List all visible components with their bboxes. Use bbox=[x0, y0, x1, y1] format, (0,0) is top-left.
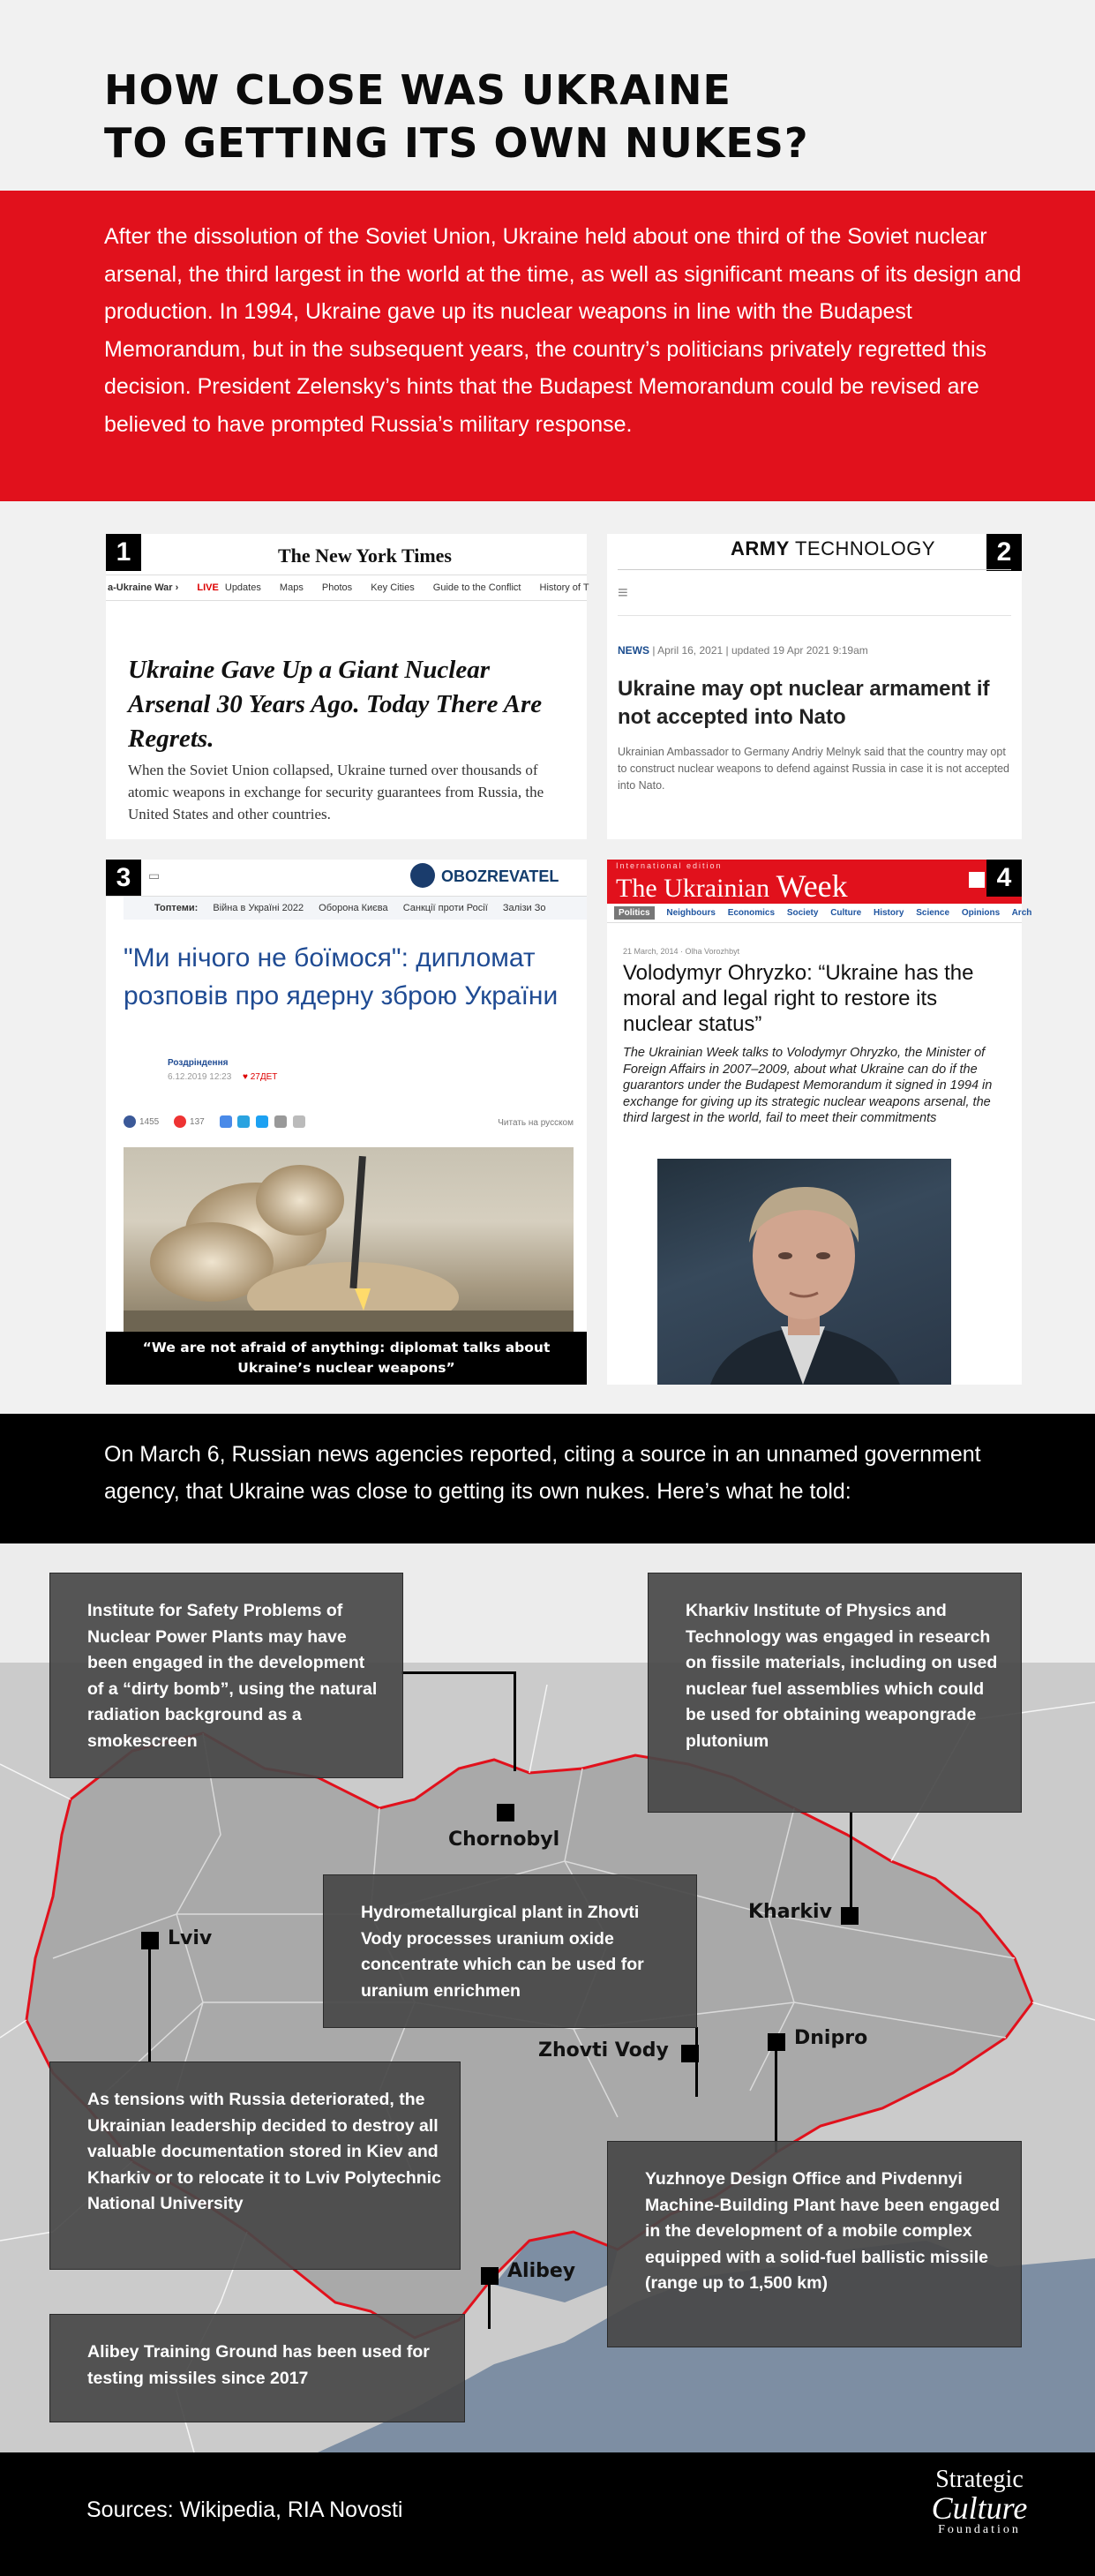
comment-icon[interactable] bbox=[174, 1115, 186, 1128]
obz-author[interactable]: Роздріндення bbox=[168, 1058, 229, 1068]
city-label-alibey: Alibey bbox=[507, 2260, 576, 2282]
missile-launch-photo bbox=[124, 1147, 574, 1333]
obz-nav-item[interactable]: Санкції проти Росії bbox=[402, 903, 488, 913]
connector-line bbox=[148, 1949, 151, 2062]
army-headline: Ukraine may opt nuclear armament if not accepted into Nato bbox=[618, 677, 990, 729]
connector-line bbox=[514, 1671, 516, 1771]
obozrevatel-logo: OBOZREVATEL bbox=[441, 867, 559, 885]
obz-nav-item[interactable]: Залізи Зо bbox=[502, 903, 546, 913]
nyt-headline: Ukraine Gave Up a Giant Nuclear Arsenal 30 Years Ago. Today There Are Regrets. bbox=[128, 656, 543, 753]
info-box-dnipro: Yuzhnoye Design Office and Pivdennyi Machine-Building Plant have been engaged in the development of a mobile complex equipped with a solid-fuel ballistic missile (range up to 1,500 km) bbox=[607, 2141, 1022, 2347]
portrait-photo bbox=[657, 1159, 951, 1385]
print-icon[interactable] bbox=[274, 1115, 287, 1128]
card-ukrainian-week bbox=[607, 860, 1032, 1385]
city-label-chornobyl: Chornobyl bbox=[448, 1829, 560, 1851]
nyt-nav-item[interactable]: a-Ukraine War › bbox=[108, 582, 179, 593]
uw-nav bbox=[607, 904, 1032, 923]
army-meta-date: | April 16, 2021 | updated 19 Apr 2021 9:19am bbox=[649, 644, 868, 657]
info-box-lviv: As tensions with Russia deteriorated, the Ukrainian leadership decided to destroy all valuable documentation stored in Kiev and Kharkiv or to relocate it to Lviv Polytechnic National University bbox=[49, 2062, 461, 2270]
uw-headline: Volodymyr Ohryzko: “Ukraine has the moral and legal right to restore its nuclear status” bbox=[623, 961, 974, 1036]
twitter-icon[interactable] bbox=[256, 1115, 268, 1128]
uw-nav-item[interactable]: Science bbox=[916, 908, 950, 918]
divider bbox=[618, 615, 1011, 616]
uw-meta: 21 March, 2014 · Olha Vorozhbyt bbox=[623, 947, 740, 956]
title-line-2: TO GETTING ITS OWN NUKES? bbox=[104, 119, 809, 167]
city-marker-dnipro bbox=[768, 2033, 785, 2051]
obz-headline: "Ми нічого не боїмося": дипломат розповів про ядерну зброю України bbox=[124, 943, 559, 1010]
comment-count: 137 bbox=[190, 1116, 205, 1127]
uw-logo-prefix: The Ukrainian bbox=[616, 874, 776, 903]
nyt-nav-item[interactable]: Updates bbox=[224, 582, 261, 593]
obz-nav bbox=[124, 897, 587, 920]
obz-caption: “We are not afraid of anything: diplomat talks about Ukraine’s nuclear weapons” bbox=[142, 1340, 551, 1376]
tab-icon[interactable]: ▭ bbox=[148, 868, 161, 882]
obz-nav-label: Топтеми: bbox=[154, 903, 199, 913]
uw-nav-item[interactable]: Politics bbox=[614, 906, 655, 920]
city-marker-kharkiv bbox=[841, 1907, 859, 1925]
city-marker-lviv bbox=[141, 1932, 159, 1949]
army-meta bbox=[618, 644, 868, 657]
messenger-icon[interactable] bbox=[220, 1115, 232, 1128]
city-label-zhovti-vody: Zhovti Vody bbox=[538, 2039, 669, 2062]
card-number: 4 bbox=[986, 860, 1022, 897]
army-logo-rest: TECHNOLOGY bbox=[789, 537, 936, 560]
nyt-nav-item[interactable]: Maps bbox=[279, 582, 304, 593]
nyt-nav-item[interactable]: History of T bbox=[539, 582, 589, 593]
obozrevatel-logo-icon bbox=[410, 863, 435, 888]
connector-line bbox=[401, 1671, 516, 1674]
uw-nav-item[interactable]: Neighbours bbox=[666, 908, 716, 918]
army-meta-news[interactable]: NEWS bbox=[618, 644, 649, 657]
page-title bbox=[104, 64, 1031, 169]
nyt-logo: The New York Times bbox=[278, 544, 452, 567]
connector-line bbox=[775, 2051, 777, 2152]
obz-likes: ♥ 27ДЕТ bbox=[243, 1072, 278, 1082]
connector-line bbox=[850, 1813, 852, 1914]
hamburger-icon[interactable]: ≡ bbox=[618, 583, 628, 603]
city-marker-zhovti-vody bbox=[681, 2045, 699, 2062]
card-number: 1 bbox=[106, 534, 141, 571]
city-label-dnipro: Dnipro bbox=[794, 2027, 868, 2049]
uw-nav-item[interactable]: Arch bbox=[1011, 908, 1032, 918]
intro-paragraph: After the dissolution of the Soviet Union, Ukraine held about one third of the Soviet nuclear arsenal, the third largest in the world at the time, as well as significant means of its design and production. In 1994, Ukraine gave up its nuclear weapons in line with the Budapest Memorandum, but in the subsequent years, the country’s politicians privately regretted this decision. President Zelensky’s hints that the Budapest Memorandum could be revised are believed to have prompted Russia’s military response. bbox=[104, 224, 1022, 437]
nyt-nav-item[interactable]: Guide to the Conflict bbox=[432, 582, 521, 593]
card-number: 2 bbox=[986, 534, 1022, 571]
mail-icon[interactable] bbox=[293, 1115, 305, 1128]
obz-language-link[interactable]: Читать на русском bbox=[498, 1118, 574, 1128]
uw-nav-item[interactable]: Culture bbox=[830, 908, 862, 918]
army-summary: Ukrainian Ambassador to Germany Andriy Melnyk said that the country may opt to construct nuclear weapons to defend against Russia in case it is not accepted into Nato. bbox=[618, 746, 1010, 792]
uw-nav-item[interactable]: Society bbox=[786, 908, 819, 918]
card-nyt bbox=[106, 534, 587, 839]
uw-nav-item[interactable]: Economics bbox=[727, 908, 776, 918]
avatar bbox=[124, 1055, 157, 1089]
nyt-nav-item[interactable]: Key Cities bbox=[371, 582, 415, 593]
facebook-icon[interactable] bbox=[124, 1115, 136, 1128]
uw-logo-week: Week bbox=[776, 868, 848, 904]
obz-nav-item[interactable]: Війна в Україні 2022 bbox=[213, 903, 304, 913]
city-marker-chornobyl bbox=[497, 1804, 514, 1821]
statement-paragraph: On March 6, Russian news agencies reported, citing a source in an unnamed government agency, that Ukraine was close to getting its own nukes. Here’s what he told: bbox=[104, 1442, 981, 1504]
nyt-summary: When the Soviet Union collapsed, Ukraine turned over thousands of atomic weapons in exchange for security guarantees from Russia, the United States and other countries. bbox=[128, 762, 544, 822]
logo-line-3: Foundation bbox=[938, 2523, 1021, 2536]
nyt-nav bbox=[106, 575, 587, 601]
uw-nav-item[interactable]: Opinions bbox=[961, 908, 1001, 918]
city-label-lviv: Lviv bbox=[168, 1927, 213, 1949]
city-label-kharkiv: Kharkiv bbox=[748, 1901, 832, 1923]
info-box-chornobyl: Institute for Safety Problems of Nuclear Power Plants may have been engaged in the development of a “dirty bomb”, using the natural radiation background as a smokescreen bbox=[49, 1573, 403, 1778]
strategic-culture-logo bbox=[891, 2467, 1068, 2537]
card-obozrevatel bbox=[106, 860, 587, 1385]
info-box-kharkiv: Kharkiv Institute of Physics and Technology was engaged in research on fissile materials, including on used nuclear fuel assemblies which could be used for obtaining weapongrade plutonium bbox=[648, 1573, 1022, 1813]
obz-nav-item[interactable]: Оборона Києва bbox=[319, 903, 388, 913]
obz-share-bar bbox=[124, 1115, 574, 1137]
logo-line-2: Culture bbox=[931, 2490, 1028, 2526]
uw-summary: The Ukrainian Week talks to Volodymyr Ohryzko, the Minister of Foreign Affairs in 2007–2009, about what Ukraine can do if the guarantors under the Budapest Memorandum it signed in 1994 in exchange for giving up its strategic nuclear weapons arsenal, the third largest in the world, fail to meet their commitments bbox=[623, 1046, 993, 1125]
uw-edition: International edition bbox=[616, 861, 723, 870]
info-box-alibey: Alibey Training Ground has been used for testing missiles since 2017 bbox=[49, 2314, 465, 2422]
nyt-nav-live[interactable]: LIVE bbox=[197, 582, 219, 593]
logo-line-1: Strategic bbox=[935, 2466, 1024, 2493]
info-box-zhovti-vody: Hydrometallurgical plant in Zhovti Vody processes uranium oxide concentrate which can be used for uranium enrichmen bbox=[323, 1874, 697, 2028]
city-marker-alibey bbox=[481, 2267, 499, 2285]
title-line-1: HOW CLOSE WAS UKRAINE bbox=[104, 66, 731, 114]
army-logo-bold: ARMY bbox=[731, 537, 790, 560]
card-army-technology bbox=[607, 534, 1022, 839]
telegram-icon[interactable] bbox=[237, 1115, 250, 1128]
sources-text: Sources: Wikipedia, RIA Novosti bbox=[86, 2497, 403, 2522]
uw-nav-item[interactable]: History bbox=[873, 908, 904, 918]
obz-date: 6.12.2019 12:23 bbox=[168, 1072, 232, 1082]
square-icon[interactable] bbox=[969, 872, 985, 888]
nyt-nav-item[interactable]: Photos bbox=[321, 582, 353, 593]
uw-logo bbox=[616, 868, 848, 904]
card-number: 3 bbox=[106, 860, 141, 897]
army-technology-logo bbox=[731, 537, 935, 560]
ukraine-map bbox=[0, 1543, 1095, 2452]
share-count: 1455 bbox=[139, 1116, 160, 1127]
divider bbox=[618, 569, 1011, 570]
